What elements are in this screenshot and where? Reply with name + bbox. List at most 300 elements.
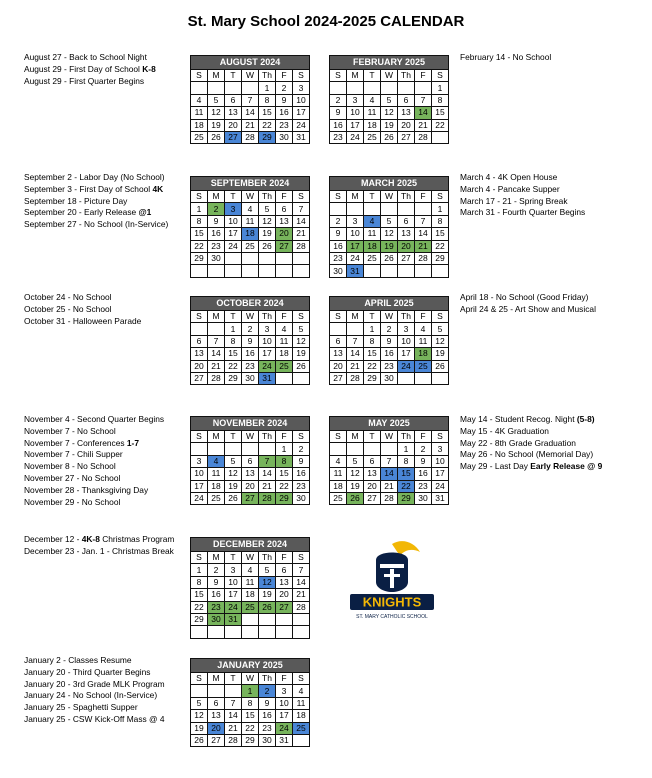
- day-cell: 4: [242, 564, 259, 576]
- day-cell: 16: [276, 107, 293, 119]
- event-item: [24, 485, 164, 497]
- knights-logo: [346, 538, 438, 628]
- event-text: November 7 - No School: [24, 425, 116, 436]
- day-cell: [242, 252, 259, 264]
- day-cell: 27: [276, 240, 293, 252]
- weekday-label: W: [242, 70, 259, 82]
- month-title: JANUARY 2025: [191, 659, 310, 673]
- day-cell: 8: [191, 215, 208, 227]
- event-item: [24, 497, 164, 509]
- event-emphasis: K-8: [142, 63, 156, 74]
- day-cell: 13: [276, 215, 293, 227]
- event-item: [24, 534, 174, 546]
- event-text: September 18 - Picture Day: [24, 195, 128, 206]
- month-title: DECEMBER 2024: [191, 538, 310, 552]
- event-item: [24, 438, 164, 450]
- day-cell: [208, 265, 225, 277]
- day-cell: 14: [293, 576, 310, 588]
- day-cell: [259, 265, 276, 277]
- event-text: January 24 - No School (In-Service): [24, 690, 158, 701]
- day-cell: 12: [432, 335, 449, 347]
- day-cell: 6: [398, 215, 415, 227]
- day-cell: 1: [242, 685, 259, 697]
- event-item: [24, 714, 165, 726]
- event-item: [24, 667, 165, 679]
- day-cell: 10: [276, 697, 293, 709]
- weekday-label: Th: [398, 191, 415, 203]
- day-cell: 20: [191, 360, 208, 372]
- day-cell: 3: [259, 323, 276, 335]
- day-cell: [293, 265, 310, 277]
- month-calendar-november-2024: [190, 416, 310, 505]
- day-cell: [242, 82, 259, 94]
- day-cell: 24: [347, 131, 364, 143]
- event-item: [24, 690, 165, 702]
- day-cell: [330, 323, 347, 335]
- event-text: September 3 - First Day of School: [24, 183, 153, 194]
- day-cell: 15: [191, 589, 208, 601]
- event-text: September 27 - No School (In-Service): [24, 219, 169, 230]
- day-cell: 20: [242, 480, 259, 492]
- day-cell: 19: [381, 240, 398, 252]
- day-cell: 11: [364, 107, 381, 119]
- day-cell: 17: [398, 348, 415, 360]
- weekday-label: W: [381, 70, 398, 82]
- day-cell: 31: [293, 131, 310, 143]
- day-cell: 6: [276, 564, 293, 576]
- event-item: [24, 207, 168, 219]
- event-item: [24, 426, 164, 438]
- day-cell: 18: [242, 228, 259, 240]
- day-cell: 10: [347, 107, 364, 119]
- event-emphasis: Early Release @ 9: [530, 461, 603, 472]
- event-text: November 8 - No School: [24, 461, 116, 472]
- weekday-label: S: [191, 673, 208, 685]
- day-cell: 3: [432, 443, 449, 455]
- event-text: May 15 - 4K Graduation: [460, 425, 549, 436]
- day-cell: 1: [398, 443, 415, 455]
- day-cell: 8: [398, 455, 415, 467]
- weekday-label: F: [276, 673, 293, 685]
- day-cell: 25: [364, 252, 381, 264]
- event-emphasis: 4K: [152, 183, 164, 194]
- day-cell: 20: [208, 722, 225, 734]
- day-cell: 4: [330, 455, 347, 467]
- day-cell: 12: [225, 468, 242, 480]
- day-cell: 11: [415, 335, 432, 347]
- event-item: [460, 172, 585, 184]
- day-cell: 30: [242, 372, 259, 384]
- day-cell: [293, 252, 310, 264]
- day-cell: 27: [398, 252, 415, 264]
- event-list: [460, 52, 551, 64]
- day-cell: 31: [432, 492, 449, 504]
- day-cell: 15: [432, 228, 449, 240]
- day-cell: [276, 252, 293, 264]
- day-cell: 29: [276, 492, 293, 504]
- weekday-label: S: [330, 70, 347, 82]
- day-cell: 10: [432, 455, 449, 467]
- day-cell: 14: [242, 107, 259, 119]
- day-cell: 5: [259, 203, 276, 215]
- weekday-label: T: [225, 673, 242, 685]
- day-cell: 29: [259, 131, 276, 143]
- day-cell: 3: [276, 685, 293, 697]
- day-cell: [208, 443, 225, 455]
- day-cell: [364, 443, 381, 455]
- day-cell: [225, 685, 242, 697]
- day-cell: 13: [330, 348, 347, 360]
- weekday-label: Th: [398, 311, 415, 323]
- day-cell: 28: [381, 492, 398, 504]
- day-cell: 13: [208, 710, 225, 722]
- event-item: [24, 461, 164, 473]
- event-text: May 22 - 8th Grade Graduation: [460, 437, 576, 448]
- event-list: [460, 414, 602, 473]
- weekday-label: F: [415, 70, 432, 82]
- day-cell: 24: [259, 360, 276, 372]
- weekday-label: S: [293, 70, 310, 82]
- event-emphasis: 4K-8: [81, 534, 100, 544]
- event-item: [24, 292, 141, 304]
- weekday-label: F: [415, 431, 432, 443]
- day-cell: 26: [208, 131, 225, 143]
- event-text: December 23 - Jan. 1 - Christmas Break: [24, 545, 174, 556]
- day-cell: [364, 82, 381, 94]
- day-cell: 12: [208, 107, 225, 119]
- day-cell: [225, 252, 242, 264]
- weekday-label: W: [381, 191, 398, 203]
- day-cell: 22: [191, 601, 208, 613]
- weekday-label: Th: [259, 552, 276, 564]
- month-calendar-october-2024: [190, 296, 310, 385]
- weekday-label: T: [225, 431, 242, 443]
- event-text: October 25 - No School: [24, 303, 112, 314]
- day-cell: 8: [242, 697, 259, 709]
- day-cell: 5: [293, 323, 310, 335]
- day-cell: 28: [347, 372, 364, 384]
- day-cell: [225, 265, 242, 277]
- day-cell: 26: [347, 492, 364, 504]
- day-cell: 13: [276, 576, 293, 588]
- weekday-label: Th: [398, 431, 415, 443]
- day-cell: 9: [293, 455, 310, 467]
- day-cell: 5: [208, 94, 225, 106]
- day-cell: 22: [242, 722, 259, 734]
- day-cell: [242, 626, 259, 638]
- event-item: [460, 461, 602, 473]
- event-item: [24, 52, 156, 64]
- weekday-label: S: [191, 431, 208, 443]
- day-cell: [347, 82, 364, 94]
- event-text: January 2 - Classes Resume: [24, 655, 132, 665]
- day-cell: 16: [293, 468, 310, 480]
- day-cell: 19: [191, 722, 208, 734]
- day-cell: 23: [330, 131, 347, 143]
- event-text: February 14 - No School: [460, 52, 552, 62]
- day-cell: 27: [242, 492, 259, 504]
- day-cell: 4: [364, 215, 381, 227]
- day-cell: 26: [381, 252, 398, 264]
- day-cell: 19: [381, 119, 398, 131]
- event-text: January 25 - Spaghetti Supper: [24, 702, 138, 713]
- day-cell: 11: [242, 576, 259, 588]
- event-item: [460, 426, 602, 438]
- day-cell: 24: [225, 240, 242, 252]
- day-cell: 23: [208, 601, 225, 613]
- weekday-label: F: [276, 431, 293, 443]
- day-cell: 18: [415, 348, 432, 360]
- day-cell: 14: [381, 468, 398, 480]
- day-cell: 24: [276, 722, 293, 734]
- day-cell: 4: [242, 203, 259, 215]
- day-cell: [398, 372, 415, 384]
- day-cell: 4: [364, 94, 381, 106]
- day-cell: 25: [242, 240, 259, 252]
- month-calendar-september-2024: [190, 176, 310, 278]
- day-cell: [259, 626, 276, 638]
- day-cell: 12: [259, 215, 276, 227]
- weekday-label: T: [225, 552, 242, 564]
- day-cell: 28: [242, 131, 259, 143]
- day-cell: 2: [208, 203, 225, 215]
- weekday-label: S: [330, 191, 347, 203]
- day-cell: 25: [330, 492, 347, 504]
- day-cell: [191, 626, 208, 638]
- day-cell: 23: [293, 480, 310, 492]
- day-cell: 9: [276, 94, 293, 106]
- day-cell: 18: [208, 480, 225, 492]
- day-cell: 2: [330, 215, 347, 227]
- day-cell: 7: [208, 335, 225, 347]
- month-calendar-february-2025: [329, 55, 449, 144]
- day-cell: [293, 734, 310, 746]
- day-cell: 19: [208, 119, 225, 131]
- day-cell: 9: [330, 107, 347, 119]
- day-cell: 4: [191, 94, 208, 106]
- day-cell: 18: [364, 119, 381, 131]
- weekday-label: S: [191, 191, 208, 203]
- day-cell: 22: [364, 360, 381, 372]
- weekday-label: T: [364, 191, 381, 203]
- day-cell: 7: [381, 455, 398, 467]
- weekday-label: W: [242, 552, 259, 564]
- day-cell: 9: [381, 335, 398, 347]
- day-cell: [381, 443, 398, 455]
- event-emphasis: @1: [138, 207, 152, 218]
- day-cell: [259, 613, 276, 625]
- event-text: May 14 - Student Recog. Night: [460, 414, 577, 424]
- day-cell: 12: [293, 335, 310, 347]
- day-cell: 2: [330, 94, 347, 106]
- day-cell: 20: [364, 480, 381, 492]
- day-cell: 26: [259, 240, 276, 252]
- day-cell: 25: [293, 722, 310, 734]
- day-cell: 5: [432, 323, 449, 335]
- day-cell: [225, 443, 242, 455]
- weekday-label: S: [293, 673, 310, 685]
- day-cell: [242, 265, 259, 277]
- event-text: October 31 - Halloween Parade: [24, 315, 142, 326]
- day-cell: 11: [276, 335, 293, 347]
- event-list: [460, 172, 585, 219]
- day-cell: 21: [225, 722, 242, 734]
- month-title: AUGUST 2024: [191, 56, 310, 70]
- day-cell: 30: [259, 734, 276, 746]
- logo-word: KNIGHTS: [362, 594, 422, 610]
- day-cell: 2: [293, 443, 310, 455]
- day-cell: 17: [432, 468, 449, 480]
- day-cell: 21: [347, 360, 364, 372]
- day-cell: 29: [398, 492, 415, 504]
- day-cell: 12: [381, 107, 398, 119]
- day-cell: 21: [293, 228, 310, 240]
- day-cell: 18: [242, 589, 259, 601]
- day-cell: 18: [330, 480, 347, 492]
- day-cell: 2: [381, 323, 398, 335]
- weekday-label: Th: [259, 431, 276, 443]
- weekday-label: W: [242, 311, 259, 323]
- day-cell: [191, 323, 208, 335]
- day-cell: [208, 685, 225, 697]
- day-cell: 4: [208, 455, 225, 467]
- day-cell: 3: [191, 455, 208, 467]
- event-text: March 4 - 4K Open House: [460, 172, 558, 182]
- day-cell: 10: [191, 468, 208, 480]
- event-item: [460, 184, 585, 196]
- day-cell: 27: [364, 492, 381, 504]
- weekday-label: Th: [259, 673, 276, 685]
- day-cell: 7: [415, 94, 432, 106]
- day-cell: 28: [293, 240, 310, 252]
- day-cell: 14: [415, 228, 432, 240]
- day-cell: 5: [381, 94, 398, 106]
- day-cell: 19: [225, 480, 242, 492]
- day-cell: 22: [191, 240, 208, 252]
- event-item: [460, 414, 602, 426]
- day-cell: 26: [432, 360, 449, 372]
- day-cell: [259, 252, 276, 264]
- event-text: January 20 - Third Quarter Begins: [24, 666, 151, 677]
- month-calendar-may-2025: [329, 416, 449, 505]
- day-cell: 18: [276, 348, 293, 360]
- day-cell: 3: [225, 203, 242, 215]
- day-cell: 29: [364, 372, 381, 384]
- day-cell: 13: [398, 107, 415, 119]
- day-cell: 29: [191, 613, 208, 625]
- event-text: May 26 - No School (Memorial Day): [460, 449, 594, 460]
- day-cell: 1: [432, 203, 449, 215]
- day-cell: 6: [398, 94, 415, 106]
- day-cell: 17: [225, 589, 242, 601]
- day-cell: 21: [242, 119, 259, 131]
- weekday-label: S: [330, 431, 347, 443]
- day-cell: [415, 203, 432, 215]
- day-cell: 6: [364, 455, 381, 467]
- day-cell: [398, 203, 415, 215]
- day-cell: 8: [432, 94, 449, 106]
- month-calendar-december-2024: [190, 537, 310, 639]
- event-text: January 25 - CSW Kick-Off Mass @ 4: [24, 713, 165, 724]
- event-list: [24, 172, 168, 231]
- month-title: SEPTEMBER 2024: [191, 177, 310, 191]
- day-cell: [398, 82, 415, 94]
- day-cell: 14: [259, 468, 276, 480]
- day-cell: 8: [259, 94, 276, 106]
- weekday-label: S: [191, 70, 208, 82]
- day-cell: 27: [225, 131, 242, 143]
- day-cell: 29: [191, 252, 208, 264]
- month-calendar-march-2025: [329, 176, 449, 278]
- day-cell: 16: [208, 228, 225, 240]
- day-cell: [330, 82, 347, 94]
- month-title: APRIL 2025: [330, 297, 449, 311]
- day-cell: 16: [208, 589, 225, 601]
- event-text: March 4 - Pancake Supper: [460, 183, 560, 194]
- event-list: [24, 52, 156, 87]
- day-cell: 15: [259, 107, 276, 119]
- day-cell: 2: [415, 443, 432, 455]
- event-list: [24, 292, 141, 327]
- weekday-label: S: [293, 311, 310, 323]
- weekday-label: S: [432, 70, 449, 82]
- event-item: [24, 64, 156, 76]
- day-cell: 28: [293, 601, 310, 613]
- event-text: November 27 - No School: [24, 472, 121, 483]
- day-cell: [208, 82, 225, 94]
- day-cell: [364, 265, 381, 277]
- month-title: MAY 2025: [330, 417, 449, 431]
- event-text: August 29 - First Quarter Begins: [24, 75, 145, 86]
- day-cell: 14: [415, 107, 432, 119]
- event-item: [460, 207, 585, 219]
- day-cell: 1: [259, 82, 276, 94]
- day-cell: 26: [381, 131, 398, 143]
- day-cell: 18: [293, 710, 310, 722]
- event-item: [24, 196, 168, 208]
- day-cell: 23: [259, 722, 276, 734]
- day-cell: [398, 265, 415, 277]
- day-cell: 14: [293, 215, 310, 227]
- day-cell: 25: [415, 360, 432, 372]
- event-text: March 17 - 21 - Spring Break: [460, 195, 568, 206]
- day-cell: 22: [398, 480, 415, 492]
- weekday-label: F: [276, 311, 293, 323]
- month-calendar-april-2025: [329, 296, 449, 385]
- day-cell: 17: [225, 228, 242, 240]
- day-cell: 17: [347, 240, 364, 252]
- day-cell: [276, 372, 293, 384]
- day-cell: [276, 626, 293, 638]
- event-item: [24, 184, 168, 196]
- day-cell: 21: [208, 360, 225, 372]
- day-cell: [432, 265, 449, 277]
- day-cell: 7: [242, 94, 259, 106]
- event-item: [24, 219, 168, 231]
- day-cell: 11: [293, 697, 310, 709]
- day-cell: 15: [242, 710, 259, 722]
- day-cell: 14: [347, 348, 364, 360]
- weekday-label: S: [293, 431, 310, 443]
- day-cell: 12: [191, 710, 208, 722]
- day-cell: 21: [415, 240, 432, 252]
- weekday-label: S: [330, 311, 347, 323]
- weekday-label: F: [276, 552, 293, 564]
- weekday-label: M: [347, 431, 364, 443]
- day-cell: 14: [208, 348, 225, 360]
- event-emphasis: (5-8): [576, 414, 595, 424]
- day-cell: 13: [242, 468, 259, 480]
